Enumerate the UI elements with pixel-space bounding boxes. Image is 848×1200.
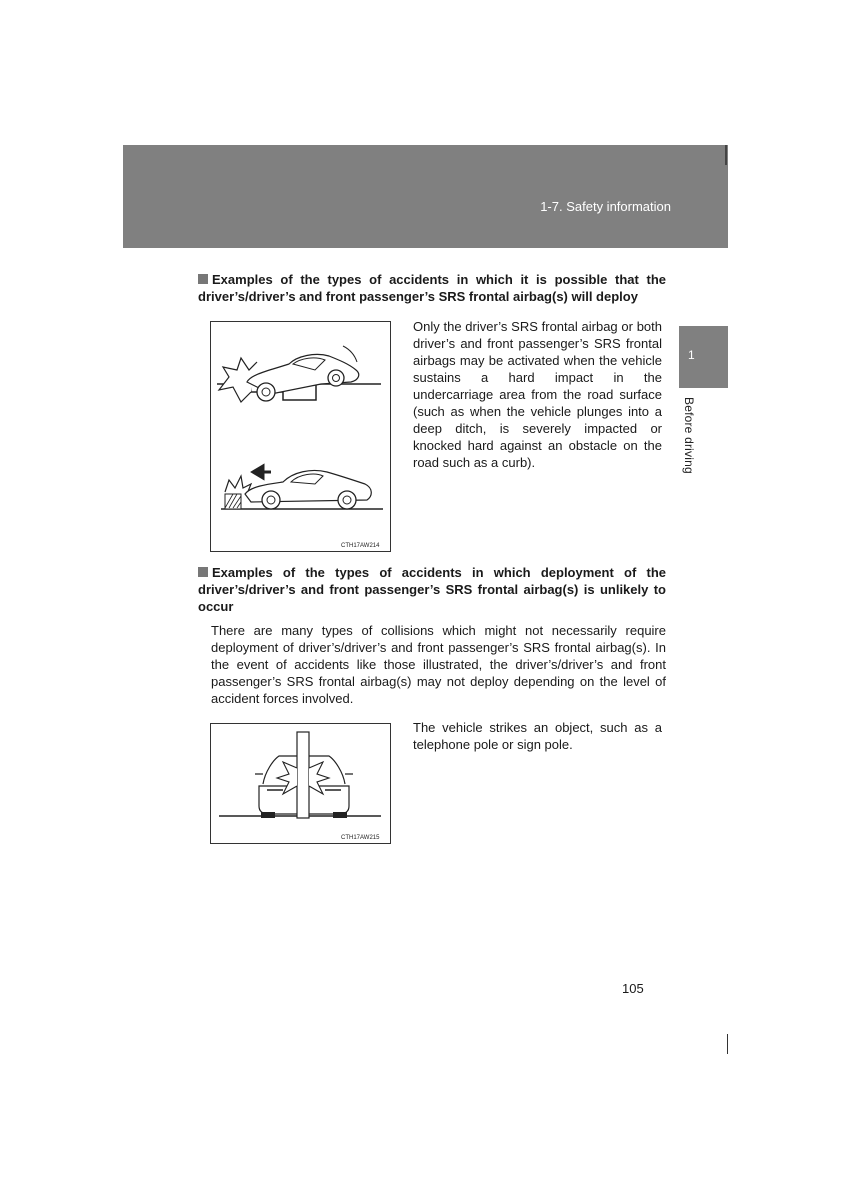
square-bullet-icon xyxy=(198,567,208,577)
section1-heading-text: Examples of the types of accidents in which it is possible that the driver’s/driver’s and front passenger’s SRS frontal airbag(s) will deploy xyxy=(198,272,666,304)
figure-code: CTH17AW215 xyxy=(341,835,380,841)
section1-description: Only the driver’s SRS frontal airbag or both driver’s and front passenger’s SRS frontal airbags may be activated when the vehicle sustains a hard impact in the undercarriage area from the road surface (such as when the vehicle plunges into a deep ditch, is severely impacted or knocked hard against an obstacle on the road such as a curb). xyxy=(413,319,662,470)
chapter-tab xyxy=(679,326,728,388)
square-bullet-icon xyxy=(198,274,208,284)
page-crop-mark xyxy=(727,1034,728,1054)
chapter-number: 1 xyxy=(688,348,695,362)
section-title: 1-7. Safety information xyxy=(540,199,671,214)
section1-heading xyxy=(198,271,666,305)
figure-undercarriage-impact xyxy=(210,321,391,552)
section2-intro: There are many types of collisions which might not necessarily require deployment of driver’s/driver’s and front passenger’s SRS frontal airbag(s). In the event of accidents like those illustrated, the driver’s/driver’s and front passenger’s SRS frontal airbag(s) may not deploy depending on the level of accident forces involved. xyxy=(211,623,666,706)
page-number: 105 xyxy=(622,981,644,996)
section2-heading-text: Examples of the types of accidents in which deployment of the driver’s/driver’s and front passenger’s SRS frontal airbag(s) is unlikely to occur xyxy=(198,565,666,614)
undercarriage-impact-illustration xyxy=(211,322,390,551)
header-band xyxy=(123,145,728,248)
pole-impact-illustration xyxy=(211,724,390,843)
figure-code: CTH17AW214 xyxy=(341,543,380,549)
header-crop-mark xyxy=(725,145,727,165)
figure-pole-impact xyxy=(210,723,391,844)
chapter-label: Before driving xyxy=(682,397,696,474)
section2-heading xyxy=(198,564,666,615)
section2-description: The vehicle strikes an object, such as a telephone pole or sign pole. xyxy=(413,720,662,752)
